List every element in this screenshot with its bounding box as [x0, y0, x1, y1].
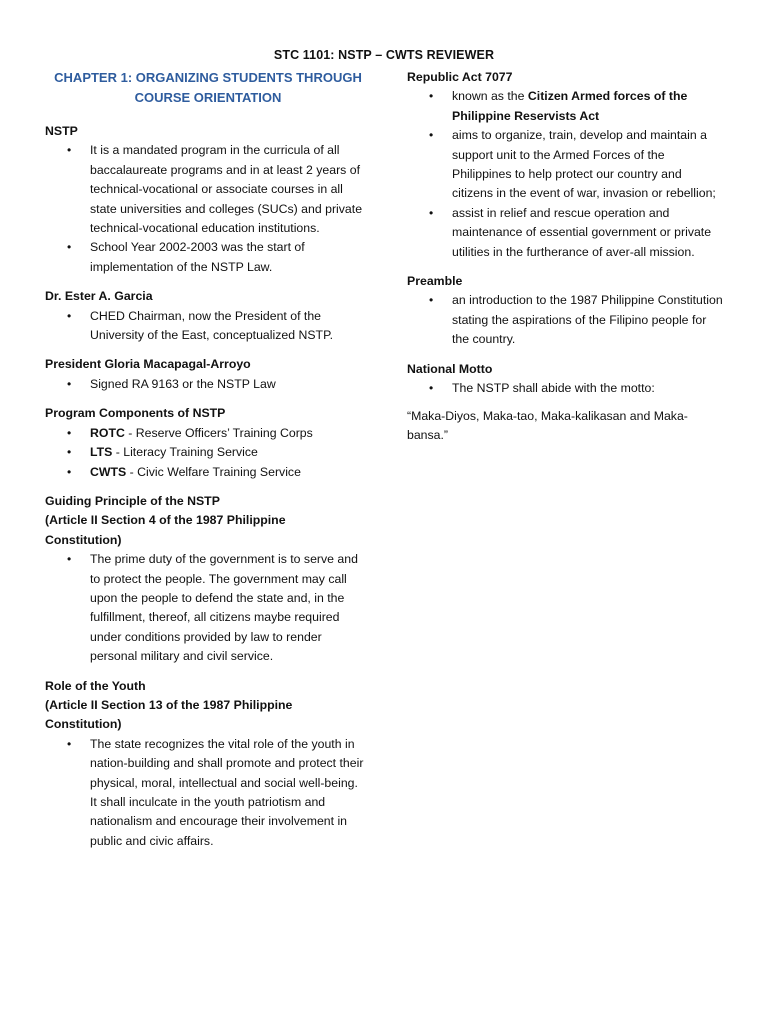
bullet-icon: •: [429, 381, 434, 396]
section-ra7077: [407, 68, 725, 262]
list-item-text: CHED Chairman, now the President of the University of the East, conceptualized NSTP.: [90, 308, 334, 343]
list-item: [45, 238, 365, 277]
bullet-icon: •: [67, 445, 72, 460]
bullet-list: [45, 375, 365, 394]
bullet-icon: •: [67, 376, 72, 391]
list-item: [45, 550, 365, 666]
bullet-icon: •: [67, 736, 72, 751]
list-item-text: Signed RA 9163 or the NSTP Law: [90, 376, 276, 391]
list-item: [407, 379, 725, 398]
list-item: [45, 443, 365, 462]
section-nstp: [45, 122, 365, 277]
section-garcia: [45, 287, 365, 345]
bullet-icon: •: [67, 308, 72, 323]
bullet-list: [45, 550, 365, 666]
section-national-motto: [407, 360, 725, 446]
section-arroyo: [45, 355, 365, 394]
list-item-text: aims to organize, train, develop and maintain a support unit to the Armed Forces of the Philippines to help protect our country and citizens in the event of war, invasion or rebellion;: [452, 128, 716, 201]
list-item: [45, 307, 365, 346]
component-desc: - Literacy Training Service: [112, 445, 258, 460]
section-role-of-youth: [45, 677, 365, 852]
section-components: [45, 404, 365, 482]
section-preamble: [407, 272, 725, 350]
component-desc: - Civic Welfare Training Service: [126, 464, 301, 479]
section-subheading: (Article II Section 4 of the 1987 Philippine Constitution): [45, 513, 286, 547]
list-item-text: The prime duty of the government is to serve and to protect the people. The government may call upon the people to defend the state and, in the fulfillment, thereof, all citizens maybe required under conditions provided by law to render personal military and civil service.: [90, 552, 358, 664]
section-heading: Role of the Youth: [45, 678, 146, 693]
section-heading: Program Components of NSTP: [45, 406, 226, 421]
section-heading: Dr. Ester A. Garcia: [45, 289, 153, 304]
bullet-icon: •: [429, 293, 434, 308]
bullet-list: [407, 291, 725, 349]
list-item-text: assist in relief and rescue operation and maintenance of essential government or private utilities in the furtherance of aver-all mission.: [452, 205, 712, 259]
bullet-list: [407, 379, 725, 398]
bullet-icon: •: [67, 240, 72, 255]
right-column: [407, 68, 725, 455]
component-abbr: CWTS: [90, 464, 127, 479]
list-item-text: The state recognizes the vital role of the youth in nation-building and shall promote and protect their physical, moral, intellectual and social well-being. It shall inculcate in the youth patriotism and nationalism and encourage their involvement in public and civic affairs.: [90, 736, 364, 848]
list-item: [45, 375, 365, 394]
list-item: [407, 87, 725, 126]
list-item: [45, 424, 365, 443]
bullet-icon: •: [67, 143, 72, 158]
section-heading: National Motto: [407, 361, 493, 376]
document-title: STC 1101: NSTP – CWTS REVIEWER: [273, 48, 495, 62]
list-item: [45, 735, 365, 851]
bullet-list: [45, 735, 365, 851]
component-abbr: ROTC: [90, 425, 125, 440]
bullet-icon: •: [429, 89, 434, 104]
bullet-list: [45, 141, 365, 277]
list-item: [45, 463, 365, 482]
section-heading: President Gloria Macapagal-Arroyo: [45, 357, 251, 372]
bullet-icon: •: [67, 552, 72, 567]
left-column: [45, 68, 365, 861]
section-heading: Republic Act 7077: [407, 70, 513, 84]
component-abbr: LTS: [90, 445, 113, 460]
bullet-list: [45, 307, 365, 346]
list-item-prefix: known as the: [452, 89, 528, 104]
list-item-bold: Citizen Armed forces of the Philippine Reservists Act: [452, 89, 688, 123]
list-item-text: The NSTP shall abide with the motto:: [452, 381, 655, 396]
list-item-text: School Year 2002-2003 was the start of implementation of the NSTP Law.: [90, 240, 305, 274]
section-guiding-principle: [45, 492, 365, 667]
bullet-icon: •: [429, 128, 434, 143]
list-item: [407, 291, 725, 349]
motto-quote: “Maka-Diyos, Maka-tao, Maka-kalikasan and Maka-bansa.”: [407, 408, 688, 442]
bullet-icon: •: [67, 464, 72, 479]
component-desc: - Reserve Officers’ Training Corps: [124, 425, 313, 440]
section-heading: Guiding Principle of the NSTP: [45, 493, 220, 508]
section-subheading: (Article II Section 13 of the 1987 Philippine Constitution): [45, 697, 293, 732]
chapter-heading: CHAPTER 1: ORGANIZING STUDENTS THROUGH COURSE ORIENTATION: [54, 70, 362, 105]
list-item: [45, 141, 365, 238]
bullet-icon: •: [67, 425, 72, 440]
list-item-text: It is a mandated program in the curricula of all baccalaureate programs and in at least 2 years of technical-vocational or associate courses in all state universities and colleges (SUCs) and private technical-vocational education institutions.: [90, 143, 363, 236]
list-item: [407, 126, 725, 204]
section-heading: Preamble: [407, 274, 463, 289]
list-item: [407, 204, 725, 262]
bullet-list: [45, 424, 365, 482]
bullet-list: [407, 87, 725, 262]
bullet-icon: •: [429, 205, 434, 220]
section-heading: NSTP: [45, 124, 78, 138]
list-item-text: an introduction to the 1987 Philippine Constitution stating the aspirations of the Filipino people for the country.: [452, 293, 723, 347]
